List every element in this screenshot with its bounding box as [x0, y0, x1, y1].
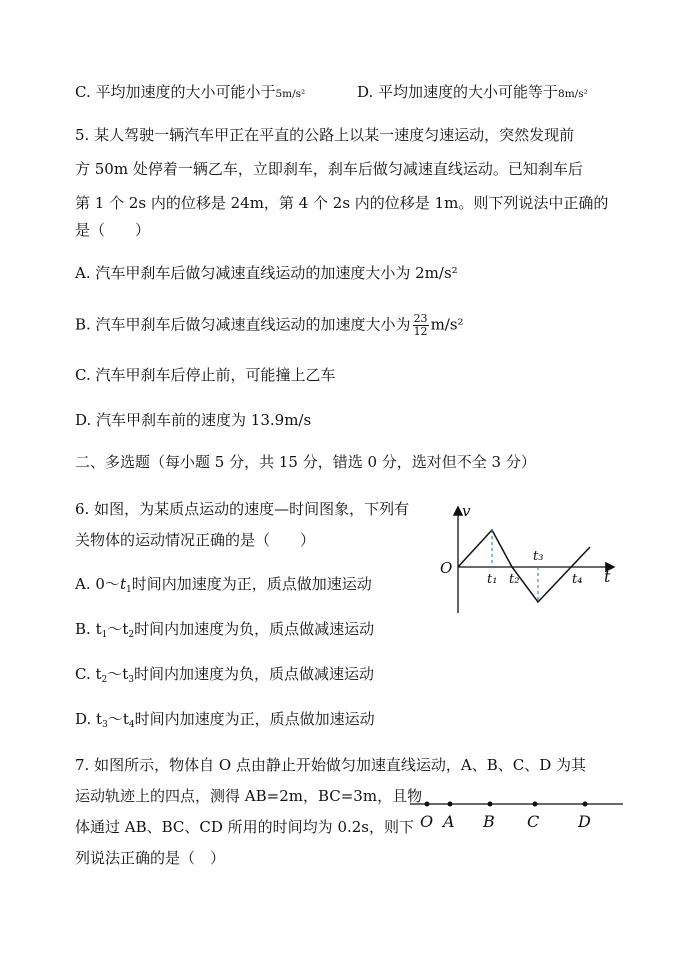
point-c — [533, 802, 538, 807]
label-c: C — [527, 812, 540, 831]
q5-stem-line-1: 5. 某人驾驶一辆汽车甲正在平直的公路上以某一速度匀速运动，突然发现前 — [75, 126, 575, 144]
q5-option-d: D. 汽车甲刹车前的速度为 13.9m/s — [75, 411, 312, 429]
range-start: 0 — [95, 575, 105, 593]
q5-option-b — [75, 313, 464, 338]
q6-option-d: D. $t_3\sim t_4$时间内加速度为正，质点做加速运动 — [75, 710, 375, 730]
label-d: D — [578, 812, 591, 831]
label-b: B — [483, 812, 495, 831]
q7-stem-line-1: 7. 如图所示，物体自 O 点由静止开始做匀加速直线运动，A、B、C、D 为其 — [75, 756, 587, 774]
option-text: 时间内加速度为负，质点做减速运动 — [134, 620, 375, 638]
range-end: t — [122, 665, 129, 683]
t-axis-label: t — [604, 567, 611, 586]
range-start: t — [95, 665, 102, 683]
fraction-denominator: 12 — [413, 325, 428, 338]
q5-option-b-unit: m/s² — [430, 315, 464, 334]
motion-track-diagram — [405, 792, 630, 837]
q5-option-c: C. 汽车甲刹车后停止前，可能撞上乙车 — [75, 366, 336, 384]
q6-option-c: C. $t_2\sim t_3$时间内加速度为负，质点做减速运动 — [75, 665, 375, 685]
q5-option-b-text: B. 汽车甲刹车后做匀减速直线运动的加速度大小为 — [75, 315, 411, 334]
range-end: t — [119, 575, 126, 593]
q4-option-c-value: 5m/s² — [275, 88, 306, 100]
q6-option-a: A. $0\sim t_1$时间内加速度为正，质点做加速运动 — [75, 575, 372, 595]
q4-option-c-text: C. 平均加速度的大小可能小于 — [75, 83, 276, 101]
range-end: t — [122, 620, 129, 638]
t3-label: t₃ — [533, 549, 544, 564]
q5-option-a: A. 汽车甲刹车后做匀减速直线运动的加速度大小为 2m/s² — [75, 264, 458, 282]
point-d — [583, 802, 588, 807]
t2-label: t₂ — [509, 572, 520, 587]
option-text: 时间内加速度为正，质点做加速运动 — [134, 710, 375, 728]
range-end: t — [122, 710, 129, 728]
fraction-numerator: 23 — [413, 312, 428, 325]
point-b — [488, 802, 493, 807]
q6-option-b: B. $t_1\sim t_2$时间内加速度为负，质点做减速运动 — [75, 620, 375, 640]
q5-stem-line-4: 是（ ） — [75, 221, 151, 239]
q6-stem-line-1: 6. 如图，为某质点运动的速度—时间图象，下列有 — [75, 500, 410, 518]
velocity-curve — [458, 530, 590, 602]
range-start: t — [95, 620, 102, 638]
q5-stem-line-3: 第 1 个 2s 内的位移是 24m，第 4 个 2s 内的位移是 1m。则下列说法中正确的 — [75, 194, 609, 212]
q5-stem-line-2: 方 50m 处停着一辆乙车，立即刹车，刹车后做匀减速直线运动。已知刹车后 — [75, 160, 583, 178]
q5-option-b-fraction — [413, 313, 429, 338]
q7-stem-line-3: 体通过 AB、BC、CD 所用的时间均为 0.2s，则下 — [75, 818, 414, 836]
v-axis-label: v — [462, 502, 471, 520]
option-text: 时间内加速度为负，质点做减速运动 — [134, 665, 375, 683]
label-o: O — [420, 812, 434, 831]
t1-label: t₁ — [487, 572, 498, 587]
q7-stem-line-4: 列说法正确的是（ ） — [75, 849, 226, 867]
point-o — [425, 802, 430, 807]
option-text: 时间内加速度为正，质点做加速运动 — [131, 575, 372, 593]
point-a — [448, 802, 453, 807]
section-heading: 二、多选题（每小题 5 分，共 15 分，错选 0 分，选对但不全 3 分） — [75, 453, 536, 471]
t4-label: t₄ — [572, 572, 583, 587]
origin-label: O — [440, 559, 453, 577]
q6-stem-line-2: 关物体的运动情况正确的是（ ） — [75, 531, 316, 549]
q4-option-c — [75, 82, 305, 104]
q4-option-d — [357, 82, 588, 104]
q7-stem-line-2: 运动轨迹上的四点，测得 AB=2m，BC=3m，且物 — [75, 787, 423, 805]
q4-option-d-text: D. 平均加速度的大小可能等于 — [357, 83, 559, 101]
velocity-time-graph — [435, 498, 620, 618]
label-a: A — [443, 812, 455, 831]
range-start: t — [96, 710, 103, 728]
q4-option-d-value: 8m/s² — [558, 88, 588, 100]
